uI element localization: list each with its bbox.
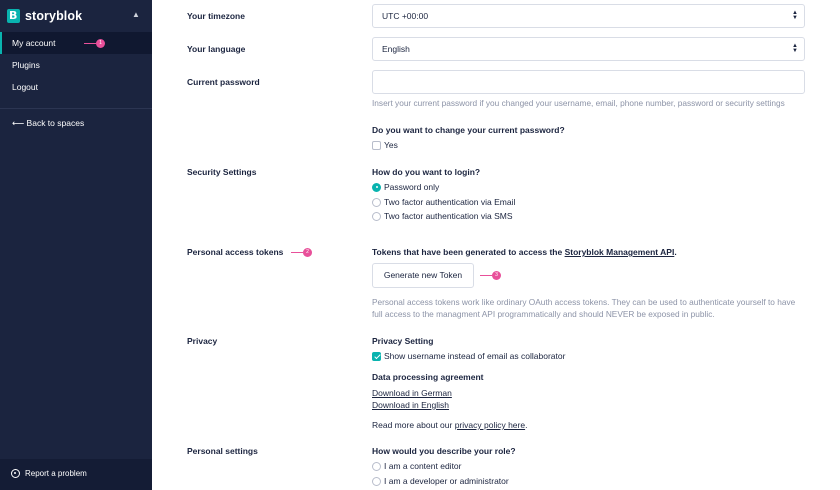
data-processing-heading: Data processing agreement: [372, 372, 484, 382]
logo-letter: B: [9, 9, 18, 22]
radio-content-editor[interactable]: [372, 461, 462, 471]
radio-icon: [372, 198, 381, 207]
download-german-link[interactable]: Download in German: [372, 388, 452, 398]
sidebar-item-plugins[interactable]: [0, 54, 152, 76]
marker-number: 3: [492, 271, 501, 280]
sidebar-item-logout[interactable]: [0, 76, 152, 98]
report-problem-button[interactable]: [11, 469, 87, 478]
tokens-help-line-1: Personal access tokens work like ordinary OAuth access tokens. They can be used to authenticate yourself to have: [372, 297, 796, 307]
current-password-label: Current password: [187, 77, 260, 87]
download-english-link[interactable]: Download in English: [372, 400, 450, 410]
timezone-value: UTC +00:00: [382, 11, 429, 21]
privacy-policy-link[interactable]: privacy policy here: [454, 420, 526, 430]
read-more-suffix: .: [525, 420, 528, 430]
radio-2fa-sms[interactable]: [372, 211, 513, 221]
tokens-heading: [372, 247, 677, 257]
radio-label: Password only: [384, 182, 440, 192]
radio-password-only[interactable]: [372, 182, 439, 192]
back-to-spaces-link[interactable]: ⟵ Back to spaces: [12, 118, 85, 128]
radio-label: I am a developer or administrator: [384, 476, 509, 486]
chevron-up-icon[interactable]: ▲: [132, 10, 140, 19]
show-username-checkbox[interactable]: [372, 351, 565, 361]
change-password-question: Do you want to change your current password?: [372, 125, 565, 135]
radio-icon: [372, 462, 381, 471]
checkbox-checked-icon: [372, 352, 381, 361]
annotation-marker-1: [84, 38, 105, 48]
radio-2fa-email[interactable]: [372, 197, 515, 207]
radio-icon: [372, 477, 381, 486]
tokens-heading-text: Tokens that have been generated to access the: [372, 247, 565, 257]
divider: [0, 108, 152, 109]
radio-label: I am a content editor: [384, 461, 462, 471]
radio-label: Two factor authentication via SMS: [384, 211, 513, 221]
language-select[interactable]: [372, 37, 805, 61]
change-password-checkbox[interactable]: [372, 140, 398, 150]
radio-label: Two factor authentication via Email: [384, 197, 516, 207]
current-password-input[interactable]: [372, 70, 805, 94]
radio-selected-icon: [372, 183, 381, 192]
current-password-help: Insert your current password if you changed your username, email, phone number, password or security settings: [372, 98, 785, 108]
timezone-label: Your timezone: [187, 11, 245, 21]
generate-token-button[interactable]: Generate new Token: [372, 263, 474, 288]
privacy-setting-heading: Privacy Setting: [372, 336, 434, 346]
select-arrows-icon: ▲ ▼: [792, 10, 798, 21]
language-label: Your language: [187, 44, 246, 54]
radio-developer[interactable]: [372, 476, 509, 486]
annotation-marker-3: [480, 270, 501, 280]
tokens-help-line-2: full access to the managment API programmatically and should NEVER be exposed in public.: [372, 309, 715, 319]
role-question: How would you describe your role?: [372, 446, 516, 456]
personal-settings-label: Personal settings: [187, 446, 258, 456]
sidebar-item-label: Logout: [12, 82, 38, 92]
checkbox-label: Show username instead of email as collaborator: [384, 351, 566, 361]
storyblok-logo-icon: [7, 9, 20, 23]
sidebar-footer: [0, 459, 152, 490]
language-value: English: [382, 44, 410, 54]
privacy-read-more: [372, 420, 527, 430]
sidebar-item-label: Plugins: [12, 60, 40, 70]
checkbox-label: Yes: [384, 140, 398, 150]
login-method-question: How do you want to login?: [372, 167, 481, 177]
sidebar-nav: [0, 32, 152, 98]
select-arrows-icon: ▲ ▼: [792, 43, 798, 54]
sidebar-item-label: My account: [12, 38, 56, 48]
sidebar-item-my-account[interactable]: [0, 32, 152, 54]
timezone-select[interactable]: [372, 4, 805, 28]
marker-number: 2: [303, 248, 312, 257]
brand-name: storyblok: [25, 9, 83, 23]
report-label: Report a problem: [25, 469, 87, 478]
privacy-label: Privacy: [187, 336, 218, 346]
help-circle-icon: [11, 469, 20, 478]
read-more-text: Read more about our: [372, 420, 455, 430]
tokens-heading-suffix: .: [674, 247, 677, 257]
annotation-marker-2: [291, 247, 312, 257]
sidebar: [0, 0, 152, 490]
radio-icon: [372, 212, 381, 221]
management-api-link[interactable]: Storyblok Management API: [564, 247, 675, 257]
checkbox-icon: [372, 141, 381, 150]
personal-access-tokens-label: Personal access tokens: [187, 247, 284, 257]
brand[interactable]: [7, 8, 82, 24]
marker-number: 1: [96, 39, 105, 48]
security-settings-label: Security Settings: [187, 167, 257, 177]
